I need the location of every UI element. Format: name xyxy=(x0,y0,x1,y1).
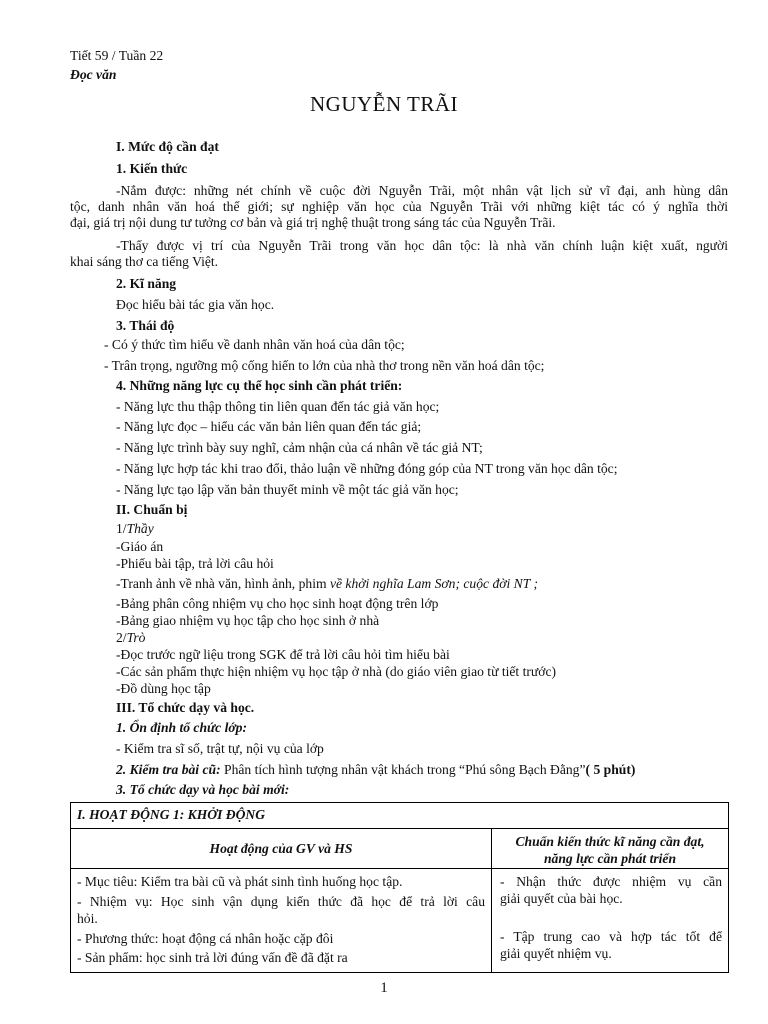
knowledge-heading: 1. Kiến thức xyxy=(116,161,188,176)
step-3-heading: 3. Tổ chức dạy và học bài mới: xyxy=(116,782,290,797)
student-label xyxy=(116,630,145,646)
teacher-item-4: -Bảng phân công nhiệm vụ cho học sinh hoạt động trên lớp xyxy=(116,596,439,611)
student-label-text: Trò xyxy=(126,630,146,645)
standard-1-line-2: giải quyết của bài học. xyxy=(500,891,623,906)
teacher-item-5: -Bảng giao nhiệm vụ học tập cho học sinh ở nhà xyxy=(116,613,380,628)
knowledge-paragraph-1-line-2: tộc, danh nhân văn hoá thế giới; sự nghiệp văn học của Nguyễn Trãi với những kiệt tác có ý nghĩa thời xyxy=(70,199,728,214)
knowledge-paragraph-1-line-1: -Nắm được: những nét chính về cuộc đời Nguyễn Trãi, một nhân vật lịch sử vĩ đại, anh hùng dân xyxy=(116,183,728,198)
knowledge-paragraph-1-line-3: đại, giá trị nội dung tư tưởng cơ bản và giá trị nghệ thuật trong sáng tác của Nguyễn Trãi. xyxy=(70,215,556,230)
competence-item-3: - Năng lực trình bày suy nghĩ, cảm nhận của cá nhân về tác giả NT; xyxy=(116,440,483,455)
lesson-number: Tiết 59 / Tuần 22 xyxy=(70,48,164,63)
column-header-standards-line-2: năng lực cần phát triển xyxy=(543,850,677,866)
column-header-standards-line-1: Chuẩn kiến thức kĩ năng cần đạt, xyxy=(515,833,705,849)
student-item-2: -Các sản phẩm thực hiện nhiệm vụ học tập ở nhà (do giáo viên giao từ tiết trước) xyxy=(116,664,557,679)
column-header-standards xyxy=(492,829,729,869)
page-title: NGUYỄN TRÃI xyxy=(309,92,459,116)
student-number: 2/ xyxy=(116,630,127,645)
section-2-heading: II. Chuẩn bị xyxy=(116,502,188,517)
activity-method: - Phương thức: hoạt động cá nhân hoặc cặp đôi xyxy=(77,931,334,946)
activities-cell xyxy=(71,869,492,973)
knowledge-paragraph-2-line-2: khai sáng thơ ca tiếng Việt. xyxy=(70,254,219,269)
standards-cell xyxy=(492,869,729,973)
student-item-3: -Đồ dùng học tập xyxy=(116,681,211,696)
step-2-heading: 2. Kiểm tra bài cũ: xyxy=(116,762,221,777)
activity-product: - Sản phẩm: học sinh trả lời đúng vấn đề đã đặt ra xyxy=(77,950,348,965)
knowledge-paragraph-2-line-1: -Thấy được vị trí của Nguyễn Trãi trong văn học dân tộc: là nhà văn chính luận kiệt xuất, người xyxy=(116,238,728,253)
page-number: 1 xyxy=(380,980,388,996)
step-1-heading: 1. Ổn định tổ chức lớp: xyxy=(116,720,247,735)
step-2-time: ( 5 phút) xyxy=(585,762,636,777)
activity-title-cell xyxy=(71,803,729,829)
teacher-item-3 xyxy=(116,576,538,592)
step-2-text: Phân tích hình tượng nhân vật khách trong “Phú sông Bạch Đằng” xyxy=(220,762,586,777)
teacher-label-text: Thầy xyxy=(126,521,154,536)
standard-2-line-1: - Tập trung cao và hợp tác tốt để xyxy=(500,929,722,944)
competence-item-5: - Năng lực tạo lập văn bản thuyết minh về một tác giả văn học; xyxy=(116,482,459,497)
activity-table xyxy=(70,802,729,973)
competence-item-2: - Năng lực đọc – hiểu các văn bản liên quan đến tác giả; xyxy=(116,419,422,434)
competence-heading: 4. Những năng lực cụ thể học sinh cần phát triển: xyxy=(116,378,403,393)
step-2-line xyxy=(116,762,635,778)
attitude-heading: 3. Thái độ xyxy=(116,318,175,333)
section-3-heading: III. Tổ chức dạy và học. xyxy=(116,700,255,715)
skill-text: Đọc hiểu bài tác gia văn học. xyxy=(116,297,275,312)
teacher-item-3-plain: -Tranh ảnh về nhà văn, hình ảnh, phim xyxy=(116,576,330,591)
teacher-label xyxy=(116,521,154,537)
standard-2-line-2: giải quyết nhiệm vụ. xyxy=(500,946,612,961)
teacher-item-2: -Phiếu bài tập, trả lời câu hỏi xyxy=(116,556,274,571)
skill-heading: 2. Kĩ năng xyxy=(116,276,177,291)
activity-objective: - Mục tiêu: Kiểm tra bài cũ và phát sinh tình huống học tập. xyxy=(77,874,403,889)
standard-1-line-1: - Nhận thức được nhiệm vụ cần xyxy=(500,874,722,889)
teacher-number: 1/ xyxy=(116,521,127,536)
column-header-activities xyxy=(71,829,492,869)
column-header-activities-text: Hoạt động của GV và HS xyxy=(209,840,353,856)
section-1-heading: I. Mức độ cần đạt xyxy=(116,139,219,154)
activity-task-line-1: - Nhiệm vụ: Học sinh vận dụng kiến thức đã học để trả lời câu xyxy=(77,894,485,909)
competence-item-4: - Năng lực hợp tác khi trao đổi, thảo luận về những đóng góp của NT trong văn học dân tộc; xyxy=(116,461,618,476)
student-item-1: -Đọc trước ngữ liệu trong SGK để trả lời câu hỏi tìm hiểu bài xyxy=(116,647,450,662)
step-1-text: - Kiểm tra sĩ số, trật tự, nội vụ của lớp xyxy=(116,741,324,756)
activity-title: I. HOẠT ĐỘNG 1: KHỞI ĐỘNG xyxy=(77,807,266,822)
activity-task-line-2: hỏi. xyxy=(77,911,98,926)
teacher-item-1: -Giáo án xyxy=(116,539,164,554)
attitude-item-2: - Trân trọng, ngưỡng mộ cống hiến to lớn của nhà thơ trong nền văn hoá dân tộc; xyxy=(104,358,545,373)
competence-item-1: - Năng lực thu thập thông tin liên quan đến tác giả văn học; xyxy=(116,399,440,414)
attitude-item-1: - Có ý thức tìm hiểu về danh nhân văn hoá của dân tộc; xyxy=(104,337,405,352)
teacher-item-3-italic: về khởi nghĩa Lam Sơn; cuộc đời NT ; xyxy=(329,576,538,591)
subject-label: Đọc văn xyxy=(70,67,117,82)
